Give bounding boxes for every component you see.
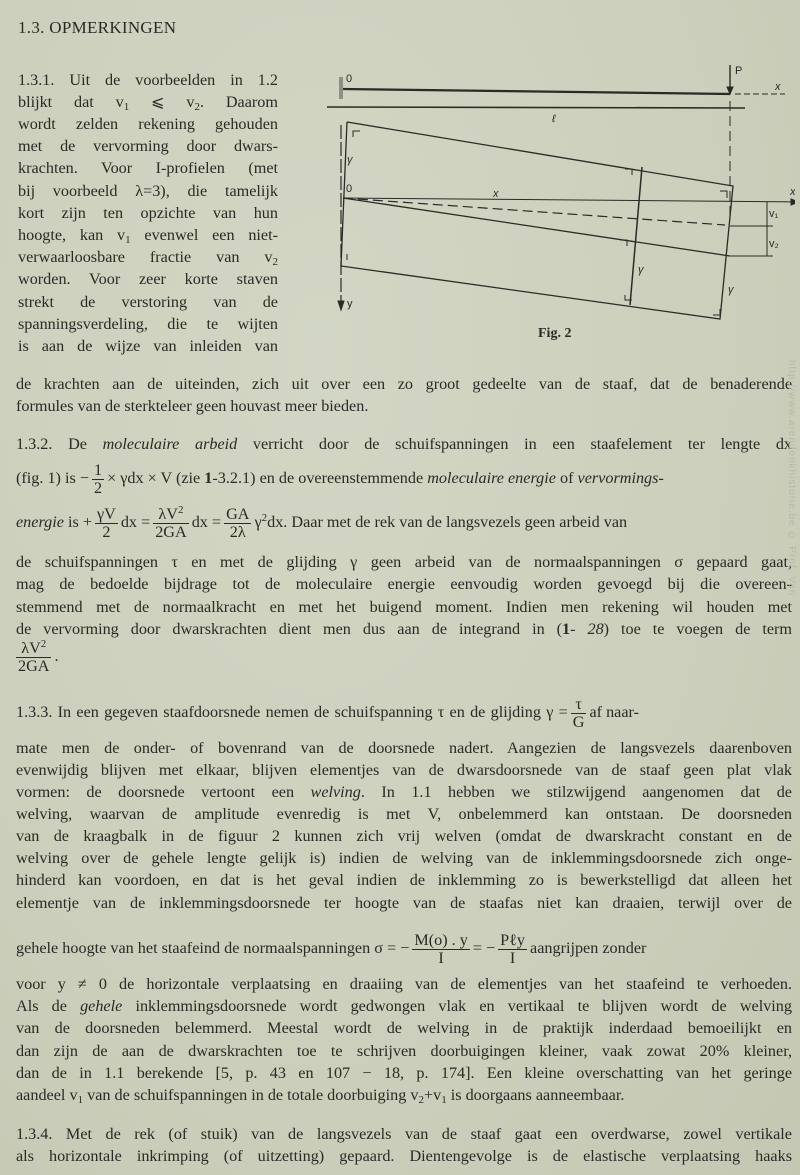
x-axis	[343, 198, 795, 202]
label-gamma-right: γ	[728, 284, 734, 296]
text-line: strekt de verstoring van de	[18, 293, 278, 311]
section-heading: 1.3. OPMERKINGEN	[18, 18, 177, 37]
text-line: als horizontale inkrimping (of uitzetting) gepaard. Dientengevolge is de elastische verplaatsing haaks	[16, 1147, 792, 1165]
fraction: $\frac{\lambda V^2}{2GA}$	[155, 504, 187, 541]
label-origin-top: 0	[346, 73, 353, 85]
figure-2-cantilever-diagram	[325, 65, 795, 350]
text-line: aandeel $v_1$ van de schuifspanningen in de totale doorbuiging $v_2+v_1$ is doorgaans aanneembaar.	[16, 1086, 625, 1106]
copyright-watermark: http://www.arendonkhistorie.be © Prof. Van	[786, 360, 797, 597]
text-line: stemmend met de normaalkracht en met het buigend moment. Indien men rekening wil houden met	[16, 598, 792, 616]
text-line: de vervorming door dwarskrachten dient men dus aan de integrand in (1- 28) toe te voegen de term	[16, 620, 792, 638]
deformed-beam-outline	[341, 122, 733, 319]
beam-line	[343, 89, 730, 94]
label-length: ℓ	[552, 113, 556, 125]
text-line: hinderd kan voordoen, en dat is het geval indien de inklemming zo is bewerkstelligd dat alleen het	[16, 871, 792, 889]
fraction: $\frac{\gamma V}{2}$	[96, 505, 116, 541]
text-line: mate men de onder- of bovenrand van de doorsnede nadert. Aangezien de langsvezels daarenboven	[16, 739, 792, 757]
text-line: de krachten aan de uiteinden, zich uit over een zo groot gedeelte van de staaf, dat de benaderende	[16, 375, 792, 393]
text-line: van de kraagbalk in de figuur 2 kunnen zich vrij welven (omdat de dwarskracht constant en de	[16, 827, 792, 845]
text-line: spanningsverdeling, die te wijten	[18, 315, 278, 333]
fraction: $\frac{GA}{2\lambda}$	[226, 505, 250, 541]
text-line: $\frac{\lambda V^2}{2GA}$ .	[18, 638, 59, 675]
label-origin-mid: 0	[346, 183, 353, 195]
text-line: Als de gehele inklemmingsdoorsnede wordt gedwongen vlak en vertikaal te blijven wordt de welving	[16, 997, 792, 1015]
label-x-axis: x	[790, 186, 795, 198]
text-line: 1.3.1. Uit de voorbeelden in 1.2	[18, 71, 278, 89]
text-line: voor y ≠ 0 de horizontale verplaatsing en draaiing van de elementjes van het staafeind te verhoeden.	[16, 975, 792, 993]
text-line: evenwijdig blijven met elkaar, blijven elementjes van de dwarsdoorsnede van de staaf geen plat vlak	[16, 761, 792, 779]
text-line: met de vervorming door dwars-	[18, 137, 278, 155]
text-line: 1.3.4. Met de rek (of stuik) van de langsvezels van de staaf gaat een overdwarse, zowel vertikale	[16, 1125, 792, 1143]
text-line: welving over de gehele lengte gelijk is) indien de welving van de inklemmingsdoorsnede zich onge-	[16, 849, 792, 867]
text-line: bij voorbeeld λ=3), die tamelijk	[18, 182, 278, 200]
label-y-axis: y	[347, 298, 353, 310]
fraction: $\frac{\tau}{G}$	[572, 695, 585, 731]
fraction: $\frac{\text{Pℓy}}{I}$	[500, 931, 526, 967]
text-line: 1.3.3. In een gegeven staafdoorsnede nemen de schuifspanning τ en de glijding γ = $\frac{\tau}{G}$ af naar-	[16, 695, 639, 731]
text-line: dan zijn de aan de dwarskrachten toe te schrijven doorbuigingen kleiner, vaak zowat 20% kleiner,	[16, 1042, 792, 1060]
text-line: gehele hoogte van het staafeind de normaalspanningen σ = − $\frac{M(o) . y}{I}$ = − $\frac{\text{Pℓy}}{I}$ aangrijpen zonder	[16, 931, 647, 967]
text-line: (fig. 1) is − $\frac{1}{2}$ × γdx × V (zie 1-3.2.1) en de overeenstemmende moleculaire energie of vervormings-	[16, 461, 664, 497]
text-line: formules van de sterkteleer geen houvast meer bieden.	[16, 397, 369, 415]
text-line: dan de in 1.1 berekende [5, p. 43 en 107 − 18, p. 174]. Een kleine overschatting van het geringe	[16, 1064, 792, 1082]
text-line: wordt zelden rekening gehouden	[18, 115, 278, 133]
text-line: is aan de wijze van inleiden van	[18, 337, 278, 355]
fraction: $\frac{M(o) . y}{I}$	[414, 931, 468, 967]
deflection-line	[343, 198, 730, 256]
bending-deflection-line	[343, 198, 725, 225]
text-line: hoogte, kan $v_1$ evenwel een niet-	[18, 226, 278, 246]
section-line	[630, 167, 642, 305]
text-line: elementje van de inklemmingsdoorsnede ter hoogte van de staafas niet kan draaien, terwijl over de	[16, 894, 792, 912]
text-line: blijkt dat $v_1$ ⩽ $v_2$. Daarom	[18, 93, 278, 113]
figure-caption: Fig. 2	[538, 326, 572, 341]
text-line: vormen: de doorsnede vertoont een welving. In 1.1 hebben we stilzwijgend aangenomen dat de	[16, 783, 792, 801]
text-line: van de doorsneden belemmerd. Meestal wordt de welving in de praktijk inderdaad bemoeilijkt en	[16, 1019, 792, 1037]
text-line: krachten. Voor I-profielen (met	[18, 159, 278, 177]
label-x-top: x	[775, 81, 781, 93]
text-line: worden. Voor zeer korte staven	[18, 270, 278, 288]
fraction: $\frac{\lambda V^2}{2GA}$	[18, 638, 50, 675]
text-line: verwaarloosbare fractie van $v_2$	[18, 248, 278, 268]
text-line: de schuifspanningen τ en met de glijding γ geen arbeid van de normaalspanningen σ gepaard gaat,	[16, 553, 792, 571]
label-load-p: P	[735, 65, 743, 77]
label-gamma-mid: γ	[638, 264, 644, 276]
text-line: 1.3.2. De moleculaire arbeid verricht door de schuifspanningen in een staafelement ter lengte dx	[16, 435, 793, 453]
length-dimension-line	[327, 107, 745, 108]
text-line: kort zijn ten opzichte van hun	[18, 204, 278, 222]
label-x-mid: x	[493, 188, 499, 200]
text-line: welving, waarvan de amplitude evenredig is met V, onbelemmerd kan ontstaan. De doorsneden	[16, 805, 792, 823]
fraction: $\frac{1}{2}$	[93, 461, 103, 497]
label-gamma-left: γ	[347, 154, 353, 166]
label-v1: v₁	[769, 208, 779, 220]
text-line: energie is + $\frac{\gamma V}{2}$ dx = $\frac{\lambda V^2}{2GA}$ dx = $\frac{GA}{2\lambda}$ $\gamma^2dx$. Daar met de rek van de langsvezels geen arbeid van	[16, 504, 628, 541]
label-v2: v₂	[769, 238, 779, 250]
text-line: mag de bedoelde bijdrage tot de moleculaire energie eenvoudig worden gevoegd bij die overeen-	[16, 575, 792, 593]
